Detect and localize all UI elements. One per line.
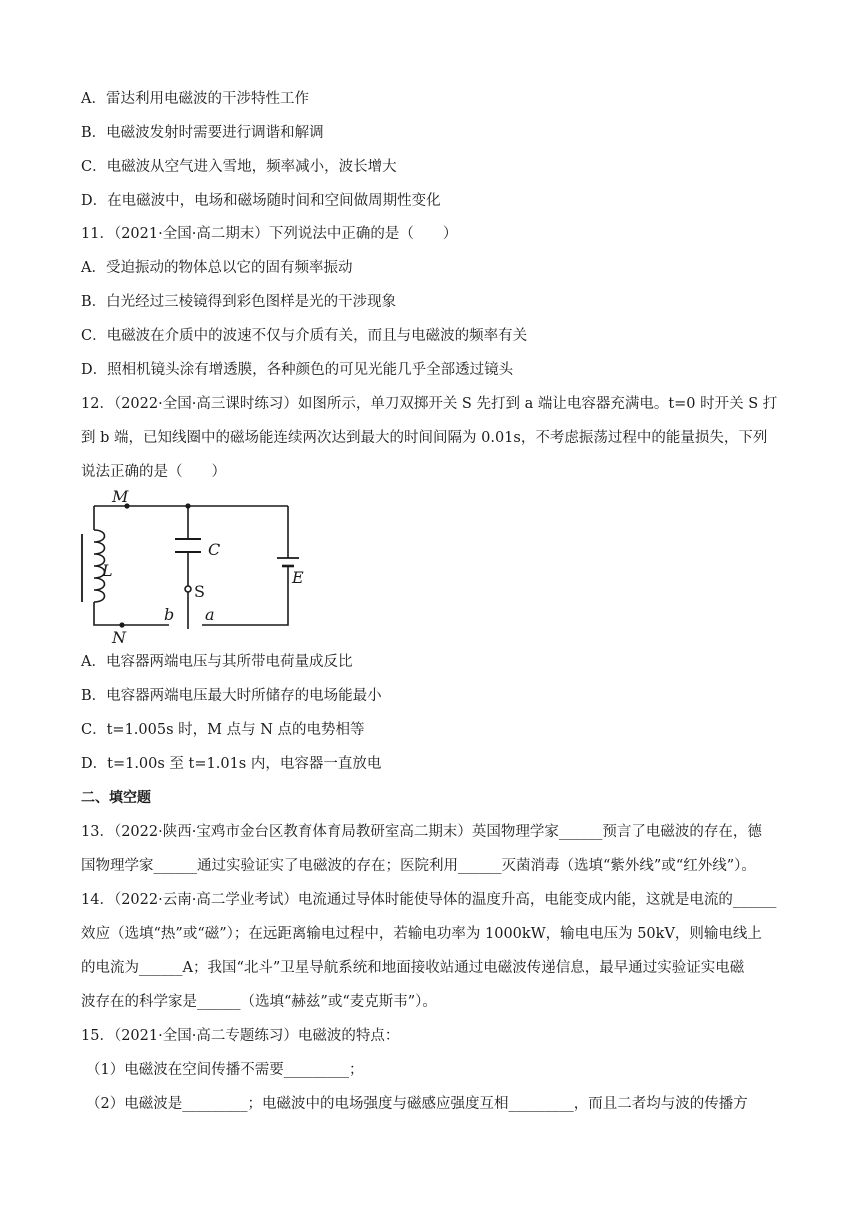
question-11-stem: 11．（2021·全国·高二期末）下列说法中正确的是（ ）: [81, 226, 458, 242]
label-b: b: [164, 605, 175, 624]
question-13-line-1: 13．（2022·陕西·宝鸡市金台区教育体育局教研室高二期末）英国物理学家______预言了电磁波的存在，德: [81, 824, 762, 840]
option-10-b: B．电磁波发射时需要进行调谐和解调: [81, 125, 324, 141]
left-lower-wire: [94, 602, 169, 625]
lc-circuit-diagram: [74, 486, 324, 646]
question-14-line-3: 的电流为______A；我国“北斗”卫星导航系统和地面接收站通过电磁波传递信息，最早通过实验证实电磁: [81, 960, 745, 976]
question-14-line-4: 波存在的科学家是______（选填“赫兹”或“麦克斯韦”）。: [81, 994, 437, 1010]
question-14-line-1: 14．（2022·云南·高二学业考试）电流通过导体时能使导体的温度升高，电能变成内能，这就是电流的______: [81, 892, 777, 908]
question-15-part-1: （1）电磁波在空间传播不需要_________；: [86, 1062, 364, 1078]
option-12-b: B．电容器两端电压最大时所储存的电场能最小: [81, 688, 382, 704]
option-10-a: A．雷达利用电磁波的干涉特性工作: [81, 91, 309, 107]
option-12-d: D．t=1.00s 至 t=1.01s 内，电容器一直放电: [81, 756, 382, 772]
label-l: L: [102, 561, 113, 580]
option-11-b: B．白光经过三棱镜得到彩色图样是光的干涉现象: [81, 294, 397, 310]
question-13-line-2: 国物理学家______通过实验证实了电磁波的存在；医院利用______灭菌消毒（选填“紫外线”或“红外线”）。: [81, 858, 756, 874]
option-11-a: A．受迫振动的物体总以它的固有频率振动: [81, 260, 353, 276]
label-a: a: [205, 605, 215, 624]
question-15-part-2: （2）电磁波是_________；电磁波中的电场强度与磁感应强度互相_________，而且二者均与波的传播方: [86, 1096, 748, 1112]
option-12-c: C．t=1.005s 时，M 点与 N 点的电势相等: [81, 722, 365, 738]
node-top-junction: [185, 503, 190, 508]
label-m: M: [112, 487, 129, 506]
label-n: N: [112, 628, 126, 646]
switch-pivot: [185, 586, 191, 592]
label-s: S: [194, 582, 205, 601]
question-14-line-2: 效应（选填“热”或“磁”）；在远距离输电过程中，若输电功率为 1000kW，输电电压为 50kV，则输电线上: [81, 926, 762, 942]
label-c: C: [208, 540, 221, 559]
battery-lower-wire: [202, 566, 288, 625]
option-10-d: D．在电磁波中，电场和磁场随时间和空间做周期性变化: [81, 193, 441, 209]
label-e: E: [292, 568, 304, 587]
question-12-stem-line-1: 12．（2022·全国·高三课时练习）如图所示，单刀双掷开关 S 先打到 a 端让电容器充满电。t=0 时开关 S 打: [81, 396, 778, 412]
question-12-stem-line-2: 到 b 端，已知线圈中的磁场能连续两次达到最大的时间间隔为 0.01s，不考虑振荡过程中的能量损失，下列: [81, 430, 768, 446]
option-12-a: A．电容器两端电压与其所带电荷量成反比: [81, 654, 353, 670]
option-11-c: C．电磁波在介质中的波速不仅与介质有关，而且与电磁波的频率有关: [81, 328, 528, 344]
section-heading-fill-in: 二、填空题: [81, 790, 151, 806]
option-11-d: D．照相机镜头涂有增透膜，各种颜色的可见光能几乎全部透过镜头: [81, 362, 514, 378]
node-n: [119, 622, 124, 627]
question-15-stem: 15．（2021·全国·高二专题练习）电磁波的特点：: [81, 1028, 400, 1044]
option-10-c: C．电磁波从空气进入雪地，频率减小，波长增大: [81, 159, 397, 175]
question-12-stem-line-3: 说法正确的是（ ）: [81, 464, 226, 480]
